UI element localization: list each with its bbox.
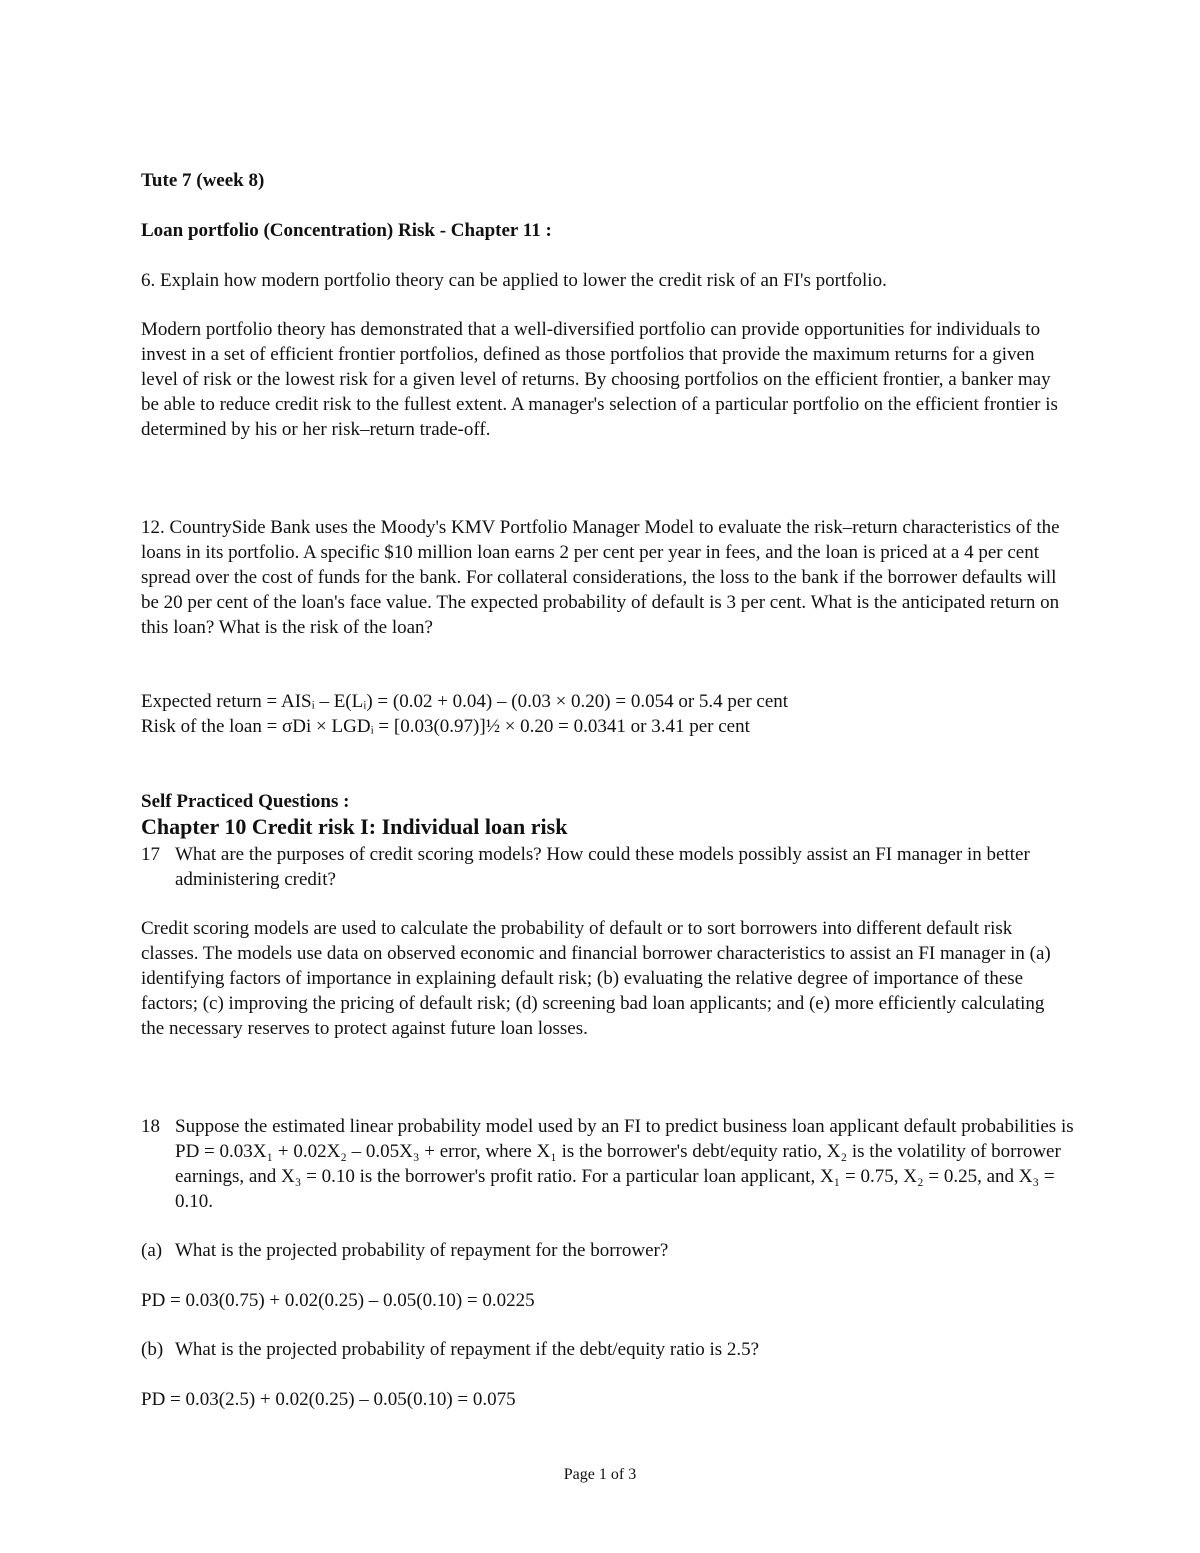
answer-12-risk: Risk of the loan = σDi × LGDᵢ = [0.03(0.97)]½ × 0.20 = 0.0341 or 3.41 per cent	[141, 716, 750, 737]
part-a-question: What is the projected probability of repayment for the borrower?	[175, 1240, 669, 1261]
question-17-number: 17	[141, 844, 160, 865]
question-6: 6. Explain how modern portfolio theory can be applied to lower the credit risk of an FI's portfolio.	[141, 270, 887, 291]
answer-12-return: Expected return = AISᵢ – E(Lᵢ) = (0.02 + 0.04) – (0.03 × 0.20) = 0.054 or 5.4 per cent	[141, 691, 789, 712]
question-12: 12. CountrySide Bank uses the Moody's KMV Portfolio Manager Model to evaluate the risk–return characteristics of the loans in its portfolio. A specific $10 million loan earns 2 per cent per year in fees, and the loan is priced at a 4 per cent spread over the cost of funds for the bank. For collateral considerations, the loss to the bank if the borrower defaults will be 20 per cent of the loan's face value. The expected probability of default is 3 per cent. What is the anticipated return on this loan? What is the risk of the loan?	[141, 517, 1060, 638]
part-b-answer: PD = 0.03(2.5) + 0.02(0.25) – 0.05(0.10) = 0.075	[141, 1389, 516, 1410]
part-a-label: (a)	[141, 1240, 163, 1261]
question-17: What are the purposes of credit scoring models? How could these models possibly assist an FI manager in better administering credit?	[175, 844, 1030, 890]
question-18: Suppose the estimated linear probability model used by an FI to predict business loan applicant default probabilities is PD = 0.03X₁ + 0.02X₂ – 0.05X₃ + error, where X₁ is the borrower's debt/equity ratio, X₂ is the volatility of borrower earnings, and X₃ = 0.10 is the borrower's profit ratio. For a particular loan applicant, X₁ = 0.75, X₂ = 0.25, and X₃ = 0.10.	[175, 1116, 1074, 1212]
part-a-answer: PD = 0.03(0.75) + 0.02(0.25) – 0.05(0.10) = 0.0225	[141, 1290, 535, 1311]
part-b-label: (b)	[141, 1339, 164, 1360]
section-heading: Loan portfolio (Concentration) Risk - Chapter 11 :	[141, 220, 552, 241]
chapter-heading: Chapter 10 Credit risk I: Individual loan risk	[141, 814, 568, 839]
answer-17: Credit scoring models are used to calculate the probability of default or to sort borrowers into different default risk classes. The models use data on observed economic and financial borrower characteristics to assist an FI manager in (a) identifying factors of importance in explaining default risk; (b) evaluating the relative degree of importance of these factors; (c) improving the pricing of default risk; (d) screening bad loan applicants; and (e) more efficiently calculating the necessary reserves to protect against future loan losses.	[141, 918, 1051, 1039]
question-18-number: 18	[141, 1116, 160, 1137]
self-practice-heading: Self Practiced Questions :	[141, 791, 350, 812]
tute-title: Tute 7 (week 8)	[141, 170, 265, 191]
page-number: Page 1 of 3	[563, 1466, 637, 1483]
part-b-question: What is the projected probability of repayment if the debt/equity ratio is 2.5?	[175, 1339, 760, 1360]
answer-6: Modern portfolio theory has demonstrated that a well-diversified portfolio can provide opportunities for individuals to invest in a set of efficient frontier portfolios, defined as those portfolios that provide the maximum returns for a given level of risk or the lowest risk for a given level of returns. By choosing portfolios on the efficient frontier, a banker may be able to reduce credit risk to the fullest extent. A manager's selection of a particular portfolio on the efficient frontier is determined by his or her risk–return trade-off.	[141, 319, 1058, 440]
